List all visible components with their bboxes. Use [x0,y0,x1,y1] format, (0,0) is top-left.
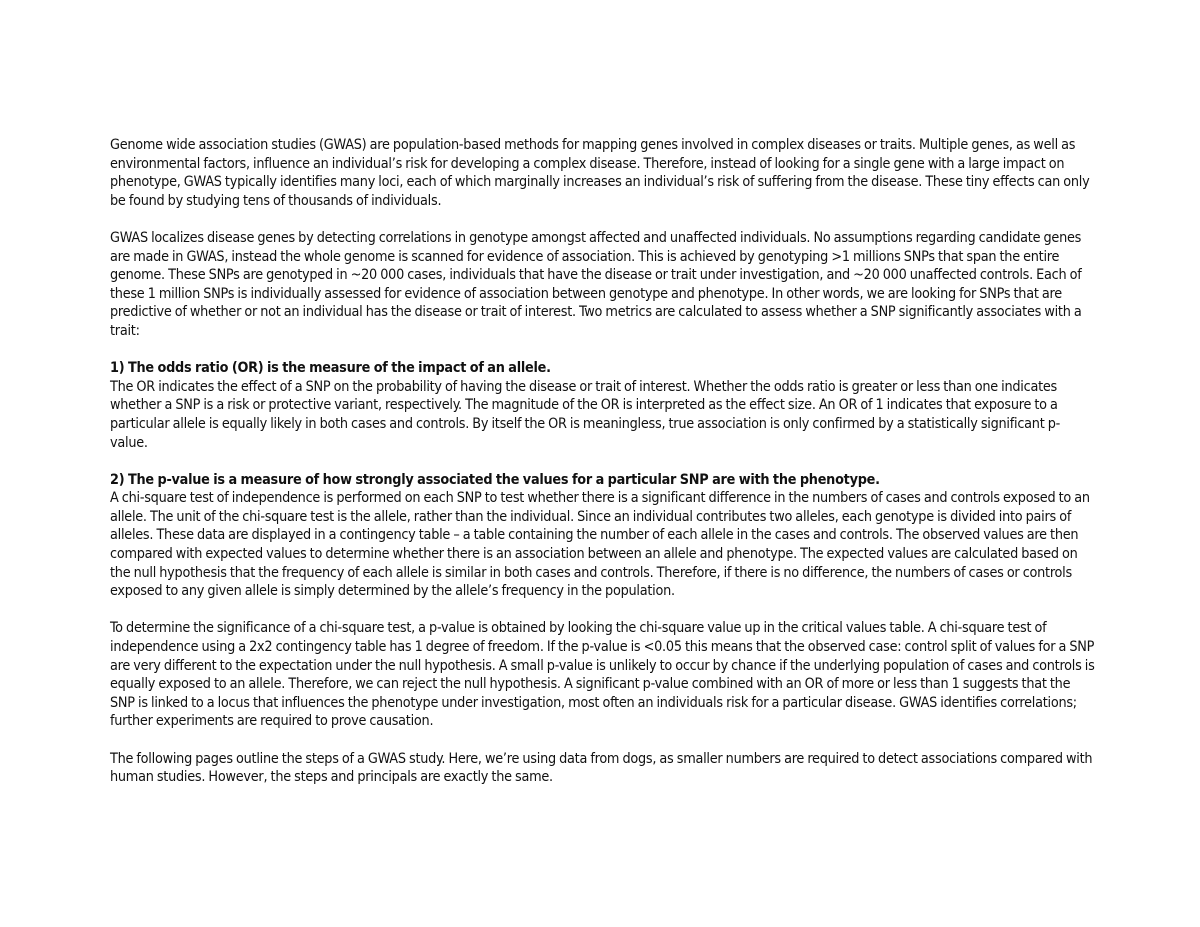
document-body [110,136,1096,805]
paragraph-localization: GWAS localizes disease genes by detecting correlations in genotype amongst affected and unaffected individuals. No assumptions regarding candidate genes are made in GWAS, instead the whole genome is scanned for evidence of association. This is achieved by genotyping >1 millions SNPs that span the entire genome. These SNPs are genotyped in ~20 000 cases, individuals that have the disease or trait under investigation, and ~20 000 unaffected controls. Each of these 1 million SNPs is individually assessed for evidence of association between genotype and phenotype. In other words, we are looking for SNPs that are predictive of whether or not an individual has the disease or trait of interest. Two metrics are calculated to assess whether a SNP significantly associates with a trait: [110,229,1082,339]
heading-p-value: 2) The p-value is a measure of how strongly associated the values for a particular SNP are with the phenotype. [110,471,880,488]
heading-odds-ratio: 1) The odds ratio (OR) is the measure of the impact of an allele. [110,360,551,377]
paragraph-significance: To determine the significance of a chi-square test, a p-value is obtained by looking the chi-square value up in the critical values table. A chi-square test of independence using a 2x2 contingency table has 1 degree of freedom. If the p-value is <0.05 this means that the observed case: control split of values for a SNP are very different to the expectation under the null hypothesis. A small p-value is unlikely to occur by chance if the underlying population of cases and controls is equally exposed to an allele. Therefore, we can reject the null hypothesis. A significant p-value combined with an OR of more or less than 1 suggests that the SNP is linked to a locus that influences the phenotype under investigation, most often an individuals risk for a particular disease. GWAS identifies correlations; further experiments are required to prove causation. [110,620,1095,730]
paragraph-p-value: A chi-square test of independence is performed on each SNP to test whether there is a significant difference in the numbers of cases and controls exposed to an allele. The unit of the chi-square test is the allele, rather than the individual. Since an individual contributes two alleles, each genotype is divided into pairs of alleles. These data are displayed in a contingency table – a table containing the number of each allele in the cases and controls. The observed values are then compared with expected values to determine whether there is an association between an allele and phenotype. The expected values are calculated based on the null hypothesis that the frequency of each allele is similar in both cases and controls. Therefore, if there is no difference, the numbers of cases or controls exposed to any given allele is simply determined by the allele’s frequency in the population. [110,490,1090,600]
section-odds-ratio [110,359,1096,452]
paragraph-odds-ratio: The OR indicates the effect of a SNP on the probability of having the disease or trait of interest. Whether the odds ratio is greater or less than one indicates whether a SNP is a risk or protective variant, respectively. The magnitude of the OR is interpreted as the effect size. An OR of 1 indicates that exposure to a particular allele is equally likely in both cases and controls. By itself the OR is meaningless, true association is only confirmed by a statistically significant p-value. [110,378,1061,451]
section-p-value [110,471,1096,601]
paragraph-intro: Genome wide association studies (GWAS) are population-based methods for mapping genes involved in complex diseases or traits. Multiple genes, as well as environmental factors, influence an individual’s risk for developing a complex disease. Therefore, instead of looking for a single gene with a large impact on phenotype, GWAS typically identifies many loci, each of which marginally increases an individual’s risk of suffering from the disease. These tiny effects can only be found by studying tens of thousands of individuals. [110,137,1090,209]
paragraph-outline: The following pages outline the steps of a GWAS study. Here, we’re using data from dogs, as smaller numbers are required to detect associations compared with human studies. However, the steps and principals are exactly the same. [110,750,1093,786]
